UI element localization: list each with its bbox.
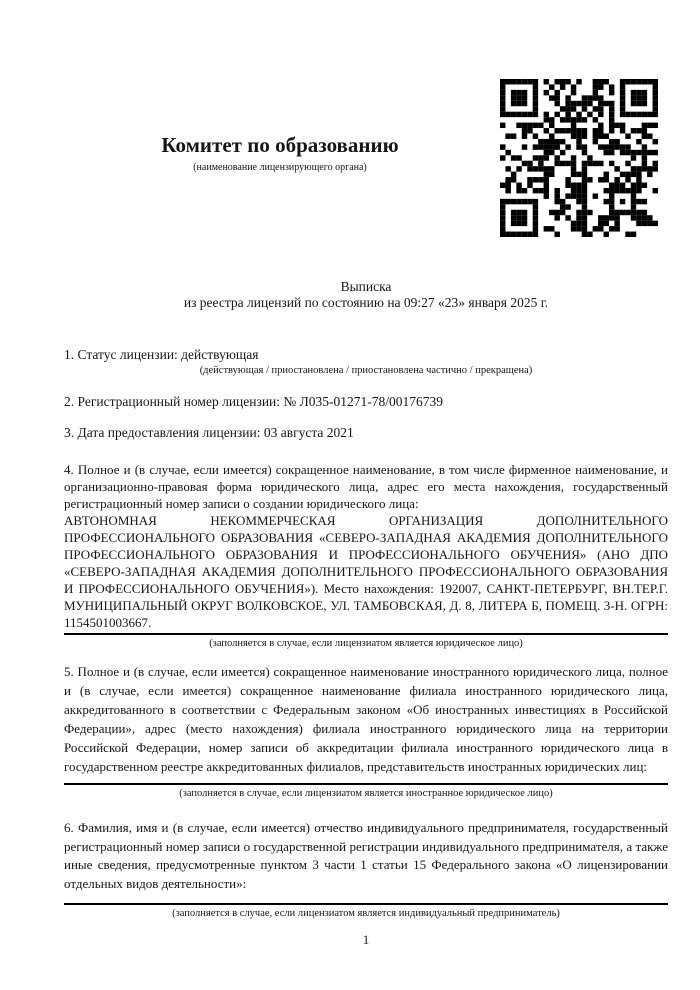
section-license-status	[64, 347, 668, 377]
individual-entrepreneur-description: 6. Фамилия, имя и (в случае, если имеется) отчество индивидуального предпринимателя, государственный регистрационный номер записи о государственной регистрации индивидуального предпринимателя, а также иные сведения, предусмотренные пунктом 3 части 1 статьи 15 Федерального закона «О лицензировании отдельных видов деятельности»:	[64, 820, 668, 891]
legal-entity-footnote: (заполняется в случае, если лицензиатом является юридическое лицо)	[209, 638, 523, 649]
page-number: 1	[362, 932, 370, 947]
registration-number-text: 2. Регистрационный номер лицензии: № Л035-01271-78/00176739	[64, 394, 444, 409]
qr-code-icon	[500, 79, 658, 237]
licensing-authority-name: Комитет по образованию	[161, 133, 399, 157]
section-individual-entrepreneur	[64, 819, 668, 920]
separator-line	[64, 783, 668, 785]
legal-entity-value: АВТОНОМНАЯ НЕКОММЕРЧЕСКАЯ ОРГАНИЗАЦИЯ ДОПОЛНИТЕЛЬНОГО ПРОФЕССИОНАЛЬНОГО ОБРАЗОВАНИЯ «СЕВЕРО-ЗАПАДНАЯ АКАДЕМИЯ ДОПОЛНИТЕЛЬНОГО ПРОФЕССИОНАЛЬНОГО ОБРАЗОВАНИЯ И ПРОФЕССИОНАЛЬНОГО ОБУЧЕНИЯ» (АНО ДПО «СЕВЕРО-ЗАПАДНАЯ АКАДЕМИЯ ДОПОЛНИТЕЛЬНОГО ПРОФЕССИОНАЛЬНОГО ОБРАЗОВАНИЯ И ПРОФЕССИОНАЛЬНОГО ОБУЧЕНИЯ»). Место нахождения: 192007, САНКТ-ПЕТЕРБУРГ, ВН.ТЕР.Г. МУНИЦИПАЛЬНЫЙ ОКРУГ ВОЛКОВСКОЕ, УЛ. ТАМБОВСКАЯ, Д. 8, ЛИТЕРА Б, ПОМЕЩ. 3-Н. ОГРН: 1154501003667.	[64, 513, 668, 630]
section-foreign-entity	[64, 662, 668, 800]
grant-date-text: 3. Дата предоставления лицензии: 03 августа 2021	[64, 425, 354, 440]
license-status-text: 1. Статус лицензии: действующая	[64, 347, 259, 362]
separator-line	[64, 903, 668, 905]
document-title-line2: из реестра лицензий по состоянию на 09:27 «23» января 2025 г.	[183, 294, 549, 310]
qr-code-image	[500, 79, 658, 237]
header	[64, 133, 496, 174]
license-status-hint: (действующая / приостановлена / приостановлена частично / прекращена)	[199, 365, 533, 376]
document-title	[64, 279, 668, 310]
foreign-entity-description: 5. Полное и (в случае, если имеется) сокращенное наименование иностранного юридического лица, полное и (в случае, если имеется) сокращенное наименование филиала иностранного юридического лица, аккредитованного в соответствии с Федеральным законом «Об иностранных инвестициях в Российской Федерации», адрес (место нахождения) филиала иностранного юридического лица на территории Российской Федерации, номер записи об аккредитации филиала иностранного юридического лица в государственном реестре аккредитованных филиалов, представительств иностранных юридических лиц:	[64, 664, 668, 774]
document-title-line1: Выписка	[340, 279, 392, 294]
legal-entity-description: 4. Полное и (в случае, если имеется) сокращенное наименование, в том числе фирменное наименование, и организационно-правовая форма юридического лица, адрес его места нахождения, государственный регистрационный номер записи о создании юридического лица:	[64, 462, 668, 511]
separator-line	[64, 633, 668, 635]
section-grant-date	[64, 425, 668, 441]
section-legal-entity	[64, 461, 668, 650]
individual-entrepreneur-footnote: (заполняется в случае, если лицензиатом является индивидуальный предприниматель)	[172, 908, 560, 919]
foreign-entity-footnote: (заполняется в случае, если лицензиатом является иностранное юридическое лицо)	[179, 788, 553, 799]
section-registration-number	[64, 394, 668, 410]
licensing-authority-caption: (наименование лицензирующего органа)	[193, 162, 367, 173]
